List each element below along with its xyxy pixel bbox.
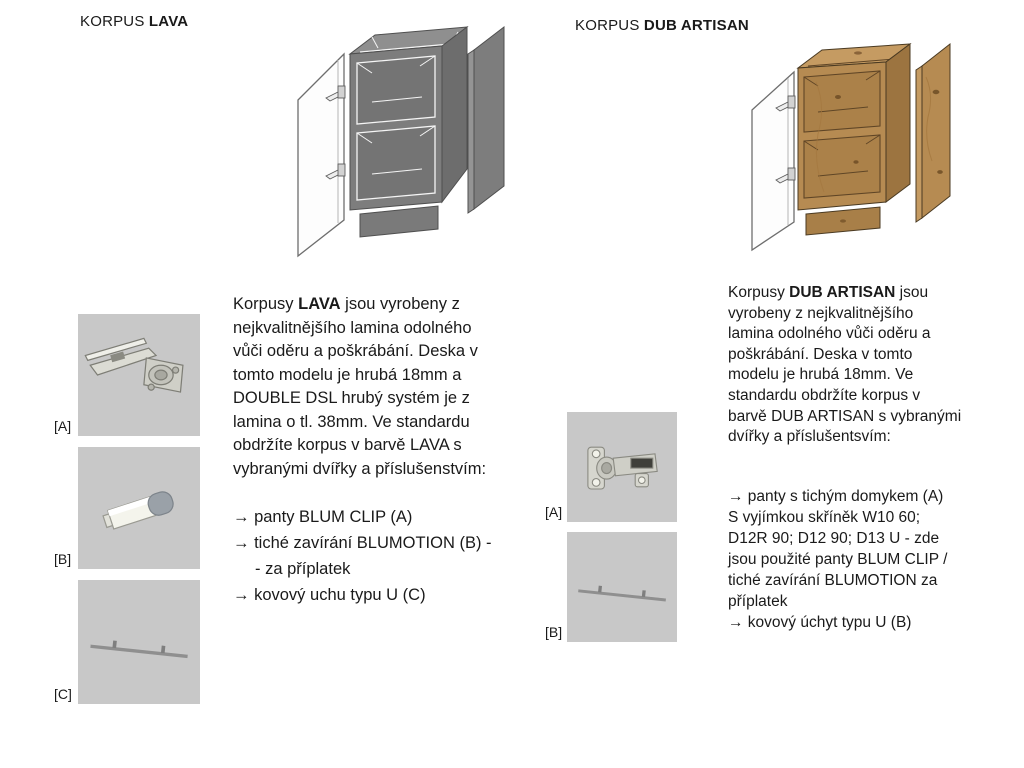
left-desc-line: vybranými dvířky a příslušenstvím: [233,459,487,478]
right-bullet-line: S vyjímkou skříněk W10 60; [728,509,921,526]
right-desc-line: standardu obdržíte korpus v [728,386,921,404]
left-title-bold: LAVA [148,13,189,30]
right-section-title [575,17,749,34]
left-desc-line1: Korpusy LAVA jsou vyrobeny z [233,295,460,313]
left-hardware-label-b: [B] [54,551,72,567]
left-desc-line: nejkvalitnějšího lamina odolného [233,318,472,337]
right-bullet-line: příplatek [728,593,788,610]
left-hardware-item-c [54,580,200,704]
right-title-bold: DUB ARTISAN [643,17,749,34]
right-hardware-item-a [545,412,677,522]
right-title-prefix: KORPUS [575,17,644,34]
left-bullet-line: → kovový uchu typu U (C) [233,586,426,604]
left-desc-line: vůči oděru a poškrábání. Deska v [233,342,478,360]
soft-close-hinge-image [567,412,677,522]
left-hardware-item-b [54,447,200,569]
right-bullet-line: → panty s tichým domykem (A) [728,488,944,505]
u-handle-icon [567,532,677,642]
left-bullet-line: - za příplatek [255,560,351,578]
lava-cabinet-illustration [282,6,522,264]
dub-artisan-cabinet-illustration [738,22,970,252]
right-desc-line: dvířky a příslušentsvím: [728,428,891,446]
left-desc-line: DOUBLE DSL hrubý systém je z [233,389,470,407]
right-hardware-label-b: [B] [545,624,563,640]
right-bullet-line: jsou použité panty BLUM CLIP / [728,551,948,568]
u-handle-icon [78,580,200,704]
left-section-title [80,13,188,30]
u-handle-image [567,532,677,642]
left-desc-line: tomto modelu je hrubá 18mm a [233,365,462,384]
soft-close-hinge-icon [567,412,677,522]
right-description [728,283,961,448]
left-desc-line: lamina o tl. 38mm. Ve standardu [233,412,470,431]
right-desc-line: vyrobeny z nejkvalitnějšího [728,304,914,322]
right-desc-line: modelu je hrubá 18mm. Ve [728,366,914,384]
left-title-prefix: KORPUS [80,13,149,30]
right-desc-line1: Korpusy DUB ARTISAN jsou [728,284,929,301]
right-hardware-item-b [545,532,677,642]
blumotion-damper-icon [78,447,200,569]
blumotion-damper-image [78,447,200,569]
right-desc-line: lamina odolného vůči oděru a [728,325,931,343]
blum-clip-hinge-image [78,314,200,436]
right-bullet-list [728,486,947,633]
right-bullet-line: D12R 90; D12 90; D13 U - zde [728,530,940,547]
left-bullet-list [233,504,492,608]
dub-artisan-cabinet-drawing-icon [738,22,970,252]
lava-cabinet-drawing-icon [282,6,522,264]
right-bullet-line: tiché zavírání BLUMOTION za [728,572,938,589]
left-bullet-line: → panty BLUM CLIP (A) [233,508,413,526]
left-desc-line: obdržíte korpus v barvě LAVA s [233,436,462,454]
left-hardware-label-a: [A] [54,418,72,434]
left-hardware-label-c: [C] [54,686,72,702]
u-handle-image [78,580,200,704]
left-bullet-line: → tiché zavírání BLUMOTION (B) - [233,534,492,552]
left-hardware-item-a [54,314,200,436]
left-description [233,293,486,481]
blum-clip-hinge-icon [78,314,200,436]
right-hardware-label-a: [A] [545,504,563,520]
right-desc-line: barvě DUB ARTISAN s vybranými [728,407,962,425]
right-bullet-line: → kovový úchyt typu U (B) [728,614,912,631]
right-desc-line: poškrábání. Deska v tomto [728,345,913,363]
